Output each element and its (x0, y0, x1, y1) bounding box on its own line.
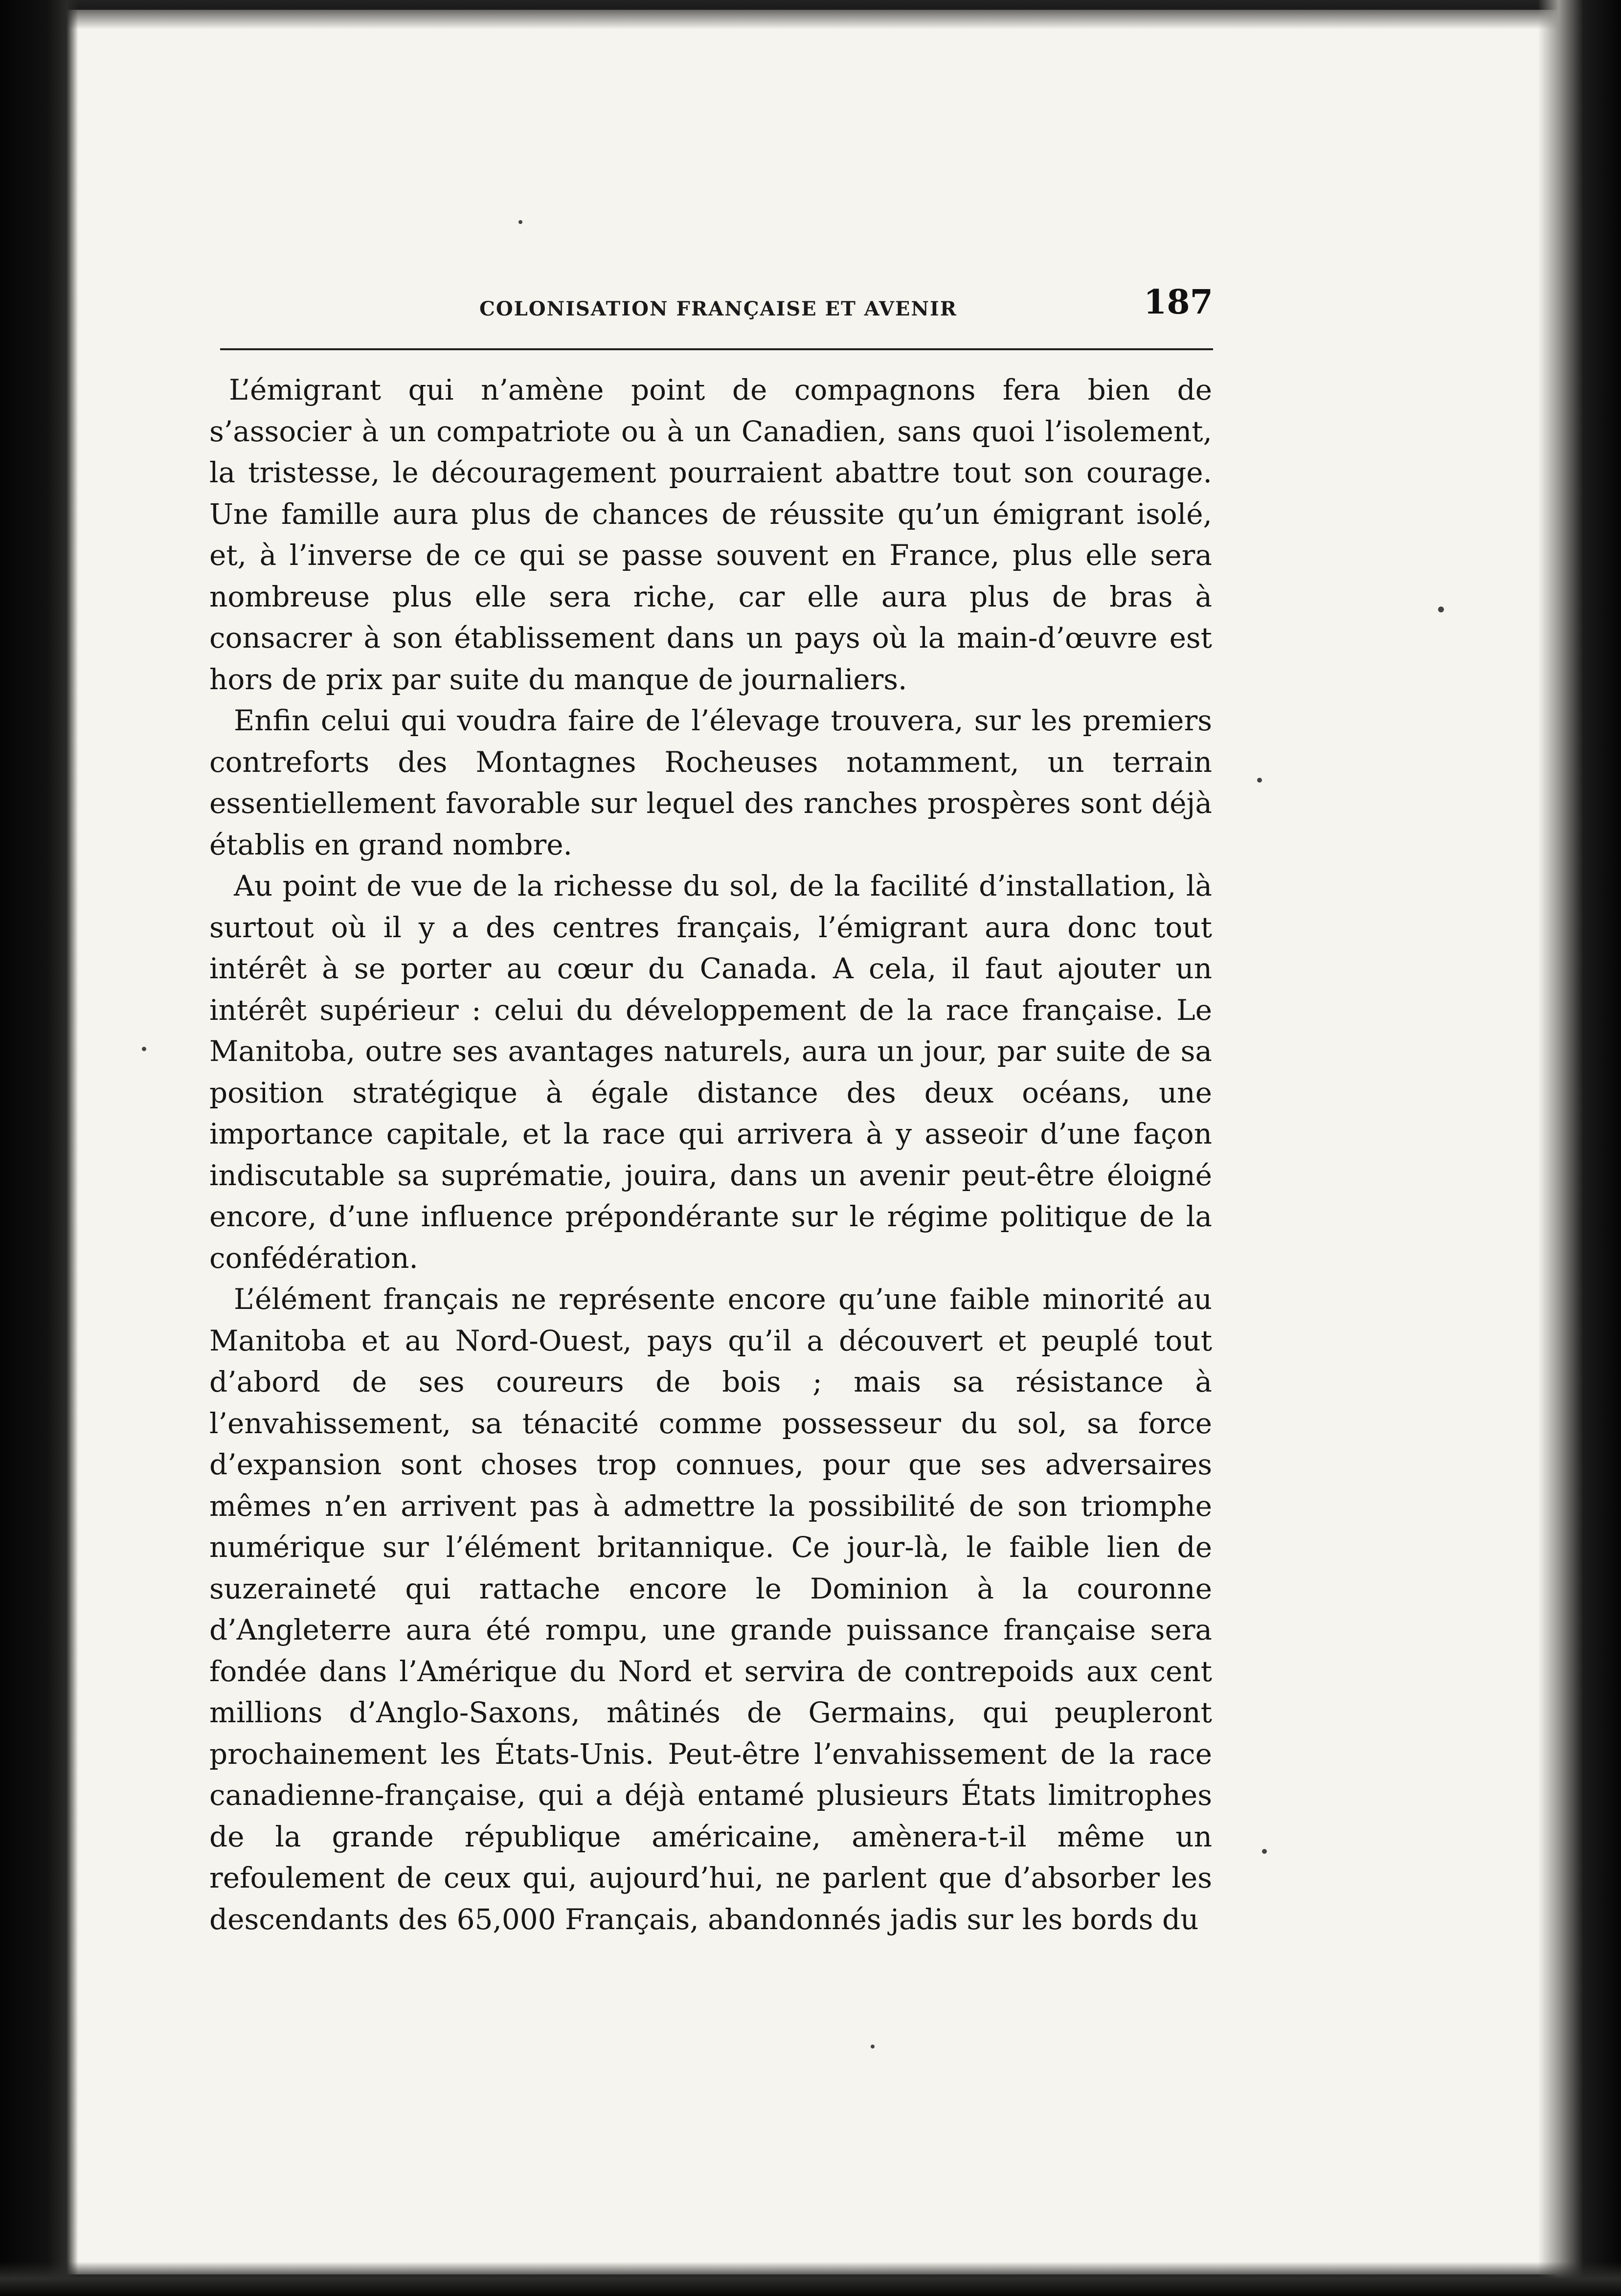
scan-speck (1262, 1849, 1267, 1854)
scan-speck (142, 1047, 146, 1051)
running-header (220, 283, 1213, 337)
running-title: COLONISATION FRANÇAISE ET AVENIR (479, 297, 957, 320)
body-text (209, 369, 1212, 1940)
paragraph: Enfin celui qui voudra faire de l’élevage trouvera, sur les premiers contreforts des Montagnes Rocheuses notamment, un terrain essentiellement favorable sur lequel des ranches prospères sont déjà établis en grand nombre. (209, 704, 1212, 861)
header-rule (220, 348, 1213, 350)
scan-speck (1438, 607, 1444, 612)
scan-top-shadow (0, 0, 1621, 29)
scan-bottom-shadow (0, 2262, 1621, 2296)
scan-speck (518, 220, 522, 224)
page-edge-shadow (1538, 0, 1621, 2296)
paragraph: L’émigrant qui n’amène point de compagnons fera bien de s’associer à un compatriote ou à un Canadien, sans quoi l’isolement, la tristesse, le découragement pourraient abattre tout son courage. Une famille aura plus de chances de réussite qu’un émigrant isolé, et, à l’inverse de ce qui se passe souvent en France, plus elle sera nombreuse plus elle sera riche, car elle aura plus de bras à consacrer à son établissement dans un pays où la main-d’œuvre est hors de prix par suite du manque de journaliers. (209, 373, 1212, 696)
paragraph: Au point de vue de la richesse du sol, de la facilité d’installation, là surtout où il y a des centres français, l’émigrant aura donc tout intérêt à se porter au cœur du Canada. A cela, il faut ajouter un intérêt supérieur : celui du développement de la race française. Le Manitoba, outre ses avantages naturels, aura un jour, par suite de sa position stratégique à égale distance des deux océans, une importance capitale, et la race qui arrivera à y asseoir d’une façon indiscutable sa suprématie, jouira, dans un avenir peut-être éloigné encore, d’une influence prépondérante sur le régime politique de la confédération. (209, 869, 1212, 1275)
scan-speck (1257, 778, 1262, 783)
page-number: 187 (1144, 283, 1213, 322)
scan-speck (871, 2045, 875, 2048)
book-spine-shadow (0, 0, 78, 2296)
paragraph: L’élément français ne représente encore qu’une faible minorité au Manitoba et au Nord-Ouest, pays qu’il a découvert et peuplé tout d’abord de ses coureurs de bois ; mais sa résistance à l’envahissement, sa ténacité comme possesseur du sol, sa force d’expansion sont choses trop connues, pour que ses adversaires mêmes n’en arrivent pas à admettre la possibilité de son triomphe numérique sur l’élément britannique. Ce jour-là, le faible lien de suzeraineté qui rattache encore le Dominion à la couronne d’Angleterre aura été rompu, une grande puissance française sera fondée dans l’Amérique du Nord et servira de contrepoids aux cent millions d’Anglo-Saxons, mâtinés de Germains, qui peupleront prochainement les États-Unis. Peut-être l’envahissement de la race canadienne-française, qui a déjà entamé plusieurs États limitrophes de la grande république américaine, amènera-t-il même un refoulement de ceux qui, aujourd’hui, ne parlent que d’absorber les descendants des 65,000 Français, abandonnés jadis sur les bords du (209, 1283, 1212, 1936)
